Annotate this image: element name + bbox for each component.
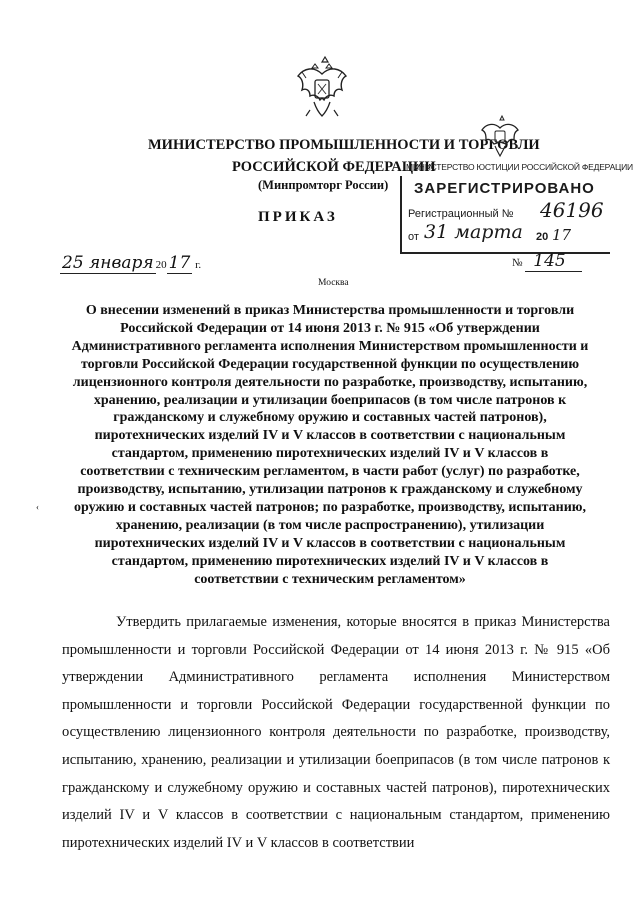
city: Москва (318, 278, 349, 288)
stamp-regnum-label: Регистрационный № (408, 208, 514, 220)
stamp-registration-date: 31 марта (424, 221, 523, 243)
registration-stamp (400, 110, 633, 250)
stamp-registration-number: 46196 (540, 198, 604, 222)
order-date-day-month: 25 января (62, 253, 154, 273)
document-type: ПРИКАЗ (258, 209, 338, 225)
document-title: О внесении изменений в приказ Министерства промышленности и торговли Российской Федерации от 14 июня 2013 г. № 915 «Об утверждении Административного регламента исполнения Министерством промышленности и торговли Российской Федерации государственной функции по осуществлению лицензионного контроля деятельности по разработке, производству, испытанию, хранению, реализации и утилизации боеприпасов (в том числе патронов к гражданскому и служебному оружию и составных частей патронов), пиротехнических изделий IV и V классов в соответствии с национальным стандартом, применению пиротехнических изделий IV и V классов в соответствии с техническим регламентом, в части работ (услуг) по разработке, производству, испытанию, утилизации патронов к гражданскому и служебному оружию и составных частей патронов; по разработке, производству, испытанию, хранению, реализации (в том числе распространению), утилизации пиротехнических изделий IV и V классов в соответствии с национальным стандартом, применению пиротехнических изделий IV и V классов в соответствии с техническим регламентом» (71, 303, 589, 587)
ministry-name-line1: МИНИСТЕРСТВО ПРОМЫШЛЕННОСТИ И ТОРГОВЛИ (148, 137, 540, 153)
order-date-year: 17 (168, 253, 191, 273)
order-date (60, 253, 201, 273)
ministry-short-name: (Минпромторг России) (258, 178, 389, 192)
stamp-eagle-icon (480, 114, 520, 158)
stamp-year: 17 (552, 226, 572, 244)
stamp-ministry-name: МИНИСТЕРСТВО ЮСТИЦИИ РОССИЙСКОЙ ФЕДЕРАЦИИ (406, 162, 633, 172)
order-date-suffix: г. (195, 259, 202, 271)
order-number-value: 145 (525, 251, 581, 272)
stamp-year-prefix: 20 (536, 231, 549, 243)
coat-of-arms-emblem-icon (292, 54, 352, 126)
order-number-label: № (512, 257, 523, 269)
order-number (512, 251, 582, 271)
document-body: Утвердить прилагаемые изменения, которые вносятся в приказ Министерства промышленности и торговли Российской Федерации от 14 июня 2013 г. № 915 «Об утверждении Административного регламента исполнения Министерством промышленности и торговли Российской Федерации государственной функции по осуществлению лицензионного контроля деятельности по разработке, производству, испытанию, хранению, реализации и утилизации боеприпасов (в том числе патронов к гражданскому и служебному оружию и составных частей патронов), пиротехнических изделий IV и V классов в соответствии с национальным стандартом, применению пиротехнических изделий IV и V классов в соответствии (62, 614, 610, 851)
stamp-from-label: от (408, 231, 419, 243)
ministry-name-line2: РОССИЙСКОЙ ФЕДЕРАЦИИ (232, 159, 436, 175)
order-date-year-prefix: 20 (155, 259, 167, 271)
margin-mark: ‹ (36, 502, 39, 512)
stamp-registered-text: ЗАРЕГИСТРИРОВАНО (414, 180, 595, 197)
